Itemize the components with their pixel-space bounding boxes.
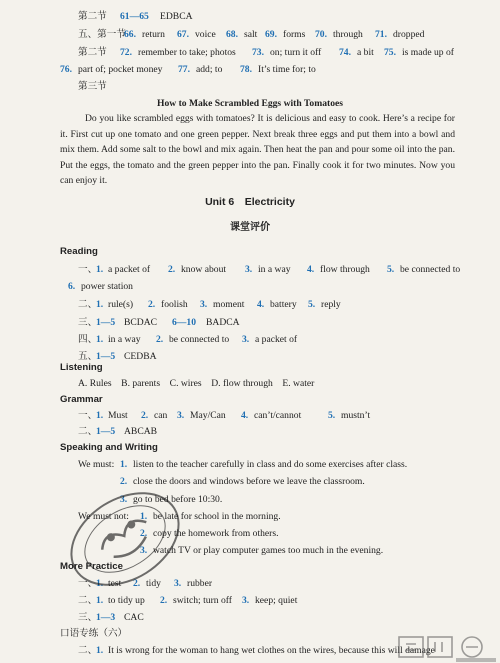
answer-text: EDBCA (160, 11, 193, 22)
answer-text: flow through (320, 264, 370, 275)
answer-text: battery (270, 299, 297, 310)
answer-number: 1. (96, 410, 104, 421)
answer-number: 67. (177, 29, 189, 40)
answer-number: 6. (68, 281, 76, 292)
answer-number: 1. (140, 511, 148, 522)
answer-text: to tidy up (108, 595, 145, 606)
answer-text: CAC (124, 612, 144, 623)
answer-number: 66. (124, 29, 136, 40)
mustnot-lead: We must not: (78, 511, 129, 522)
answer-number: 1. (96, 578, 104, 589)
answer-number: 2. (141, 410, 149, 421)
answer-number: 1. (96, 264, 104, 275)
item-prefix: 一、 (78, 578, 98, 589)
unit-title: Unit 6 Electricity (205, 196, 295, 208)
answer-number: 5. (308, 299, 316, 310)
answer-text: dropped (393, 29, 425, 40)
answer-number: 1—5 (96, 351, 116, 362)
answer-text: listen to the teacher carefully in class and do some exercises after class. (133, 459, 408, 470)
answer-number: 2. (140, 528, 148, 539)
answer-number: 73. (252, 47, 264, 58)
answer-number: 3. (174, 578, 182, 589)
answer-text: mustn’t (341, 410, 371, 421)
answer-text: moment (213, 299, 245, 310)
answer-number: 74. (339, 47, 351, 58)
answer-text: Must (108, 410, 128, 421)
answer-number: 1—5 (96, 317, 116, 328)
essay-body: Do you like scrambled eggs with tomatoes? It is delicious and easy to cook. Here’s a recipe for it. First cut up one tomato and one green pepper. Next break three eggs and put them into a bowl and mix them. Add some salt to the bowl and mix again. Then heat the pan and pour some oil into the pan. Put the eggs, the tomato and the green pepper into the pan. Finally cook it for two minutes. Now you can enjoy it. (60, 113, 455, 187)
answer-number: 78. (240, 64, 252, 75)
answer-number: 76. (60, 64, 72, 75)
answer-text: know about (181, 264, 227, 275)
item-prefix: 三、 (78, 317, 98, 328)
answer-number: 72. (120, 47, 132, 58)
answer-text: return (142, 29, 165, 40)
grammar-heading: Grammar (60, 394, 103, 405)
answer-text: It’s time for; to (258, 64, 316, 75)
section-label: 五、第一节 (78, 29, 126, 40)
answer-number: 4. (241, 410, 249, 421)
answer-text: in a way (258, 264, 291, 275)
answer-number: 2. (120, 476, 128, 487)
answer-text: go to bed before 10:30. (133, 494, 223, 505)
answer-text: is made up of (402, 47, 454, 58)
speaking-heading: Speaking and Writing (60, 442, 158, 453)
answer-text: voice (195, 29, 216, 40)
answer-text: add; to (196, 64, 223, 75)
oral-heading: 口语专练（六） (60, 628, 128, 639)
item-prefix: 三、 (78, 612, 98, 623)
answer-text: forms (283, 29, 306, 40)
listening-heading: Listening (60, 362, 103, 373)
answer-number: 4. (307, 264, 315, 275)
answer-text: keep; quiet (255, 595, 298, 606)
answer-text: May/Can (190, 410, 226, 421)
answer-text: a packet of (255, 334, 298, 345)
answer-text: ABCAB (124, 426, 158, 437)
answer-text: tidy (146, 578, 161, 589)
answer-text: salt (244, 29, 258, 40)
answer-number: 1—3 (96, 612, 116, 623)
answer-number: 69. (265, 29, 277, 40)
answer-number: 1. (96, 645, 104, 656)
answer-text: CEDBA (124, 351, 157, 362)
item-prefix: 五、 (78, 351, 98, 362)
answer-text: test (108, 578, 122, 589)
answer-number: 3. (200, 299, 208, 310)
answer-number: 6—10 (172, 317, 196, 328)
must-lead: We must: (78, 459, 115, 470)
answer-number: 3. (140, 545, 148, 556)
answer-text: be late for school in the morning. (153, 511, 281, 522)
answer-number: 1. (120, 459, 128, 470)
item-prefix: 二、 (78, 595, 98, 606)
answer-number: 3. (120, 494, 128, 505)
answer-number: 1. (96, 595, 104, 606)
answer-text: watch TV or play computer games too much in the evening. (153, 545, 384, 556)
answer-text: part of; pocket money (78, 64, 163, 75)
reading-heading: Reading (60, 246, 98, 257)
answer-number: 71. (375, 29, 387, 40)
section-subtitle: 课堂评价 (230, 222, 270, 233)
answer-number: 70. (315, 29, 327, 40)
answer-number: 61—65 (120, 11, 149, 22)
answer-number: 2. (148, 299, 156, 310)
answer-text: a bit (357, 47, 374, 58)
item-prefix: 二、 (78, 426, 98, 437)
answer-number: 5. (387, 264, 395, 275)
item-prefix: 一、 (78, 264, 98, 275)
listening-answers: A. Rules B. parents C. wires D. flow through E. water (78, 378, 315, 389)
watermark-stamp (62, 478, 188, 600)
item-prefix: 四、 (78, 334, 98, 345)
answer-text: can (154, 410, 168, 421)
watermark-logo (398, 636, 498, 663)
answer-number: 2. (160, 595, 168, 606)
item-prefix: 二、 (78, 299, 98, 310)
answer-number: 75. (384, 47, 396, 58)
answer-number: 68. (226, 29, 238, 40)
item-prefix: 二、 (78, 645, 98, 656)
section-label: 第二节 (78, 11, 107, 22)
answer-text: remember to take; photos (138, 47, 236, 58)
answer-text: reply (321, 299, 341, 310)
answer-text: be connected to (400, 264, 461, 275)
answer-number: 3. (242, 595, 250, 606)
answer-number: 1. (96, 299, 104, 310)
answer-number: 77. (178, 64, 190, 75)
section-label: 第二节 (78, 47, 107, 58)
answer-text: a packet of (108, 264, 151, 275)
answer-text: switch; turn off (173, 595, 232, 606)
answer-text: power station (81, 281, 133, 292)
answer-text: copy the homework from others. (153, 528, 279, 539)
answer-text: BCDAC (124, 317, 158, 328)
answer-number: 4. (257, 299, 265, 310)
answer-number: 3. (245, 264, 253, 275)
more-practice-heading: More Practice (60, 561, 123, 572)
answer-text: in a way (108, 334, 141, 345)
answer-text: through (333, 29, 363, 40)
answer-number: 2. (133, 578, 141, 589)
answer-number: 5. (328, 410, 336, 421)
answer-text: It is wrong for the woman to hang wet clothes on the wires, because this will damage (108, 645, 435, 656)
answer-text: foolish (161, 299, 188, 310)
answer-number: 1—5 (96, 426, 116, 437)
item-prefix: 一、 (78, 410, 98, 421)
answer-number: 1. (96, 334, 104, 345)
answer-number: 3. (177, 410, 185, 421)
answer-number: 2. (168, 264, 176, 275)
section-label: 第三节 (78, 81, 107, 92)
answer-text: close the doors and windows before we leave the classroom. (133, 476, 365, 487)
answer-text: rule(s) (108, 299, 134, 310)
answer-number: 3. (242, 334, 250, 345)
answer-text: rubber (187, 578, 213, 589)
essay-title: How to Make Scrambled Eggs with Tomatoes (156, 98, 343, 109)
answer-number: 2. (156, 334, 164, 345)
answer-text: can’t/cannot (254, 410, 302, 421)
answer-text: on; turn it off (270, 47, 322, 58)
answer-text: be connected to (169, 334, 230, 345)
answer-text: BADCA (206, 317, 240, 328)
